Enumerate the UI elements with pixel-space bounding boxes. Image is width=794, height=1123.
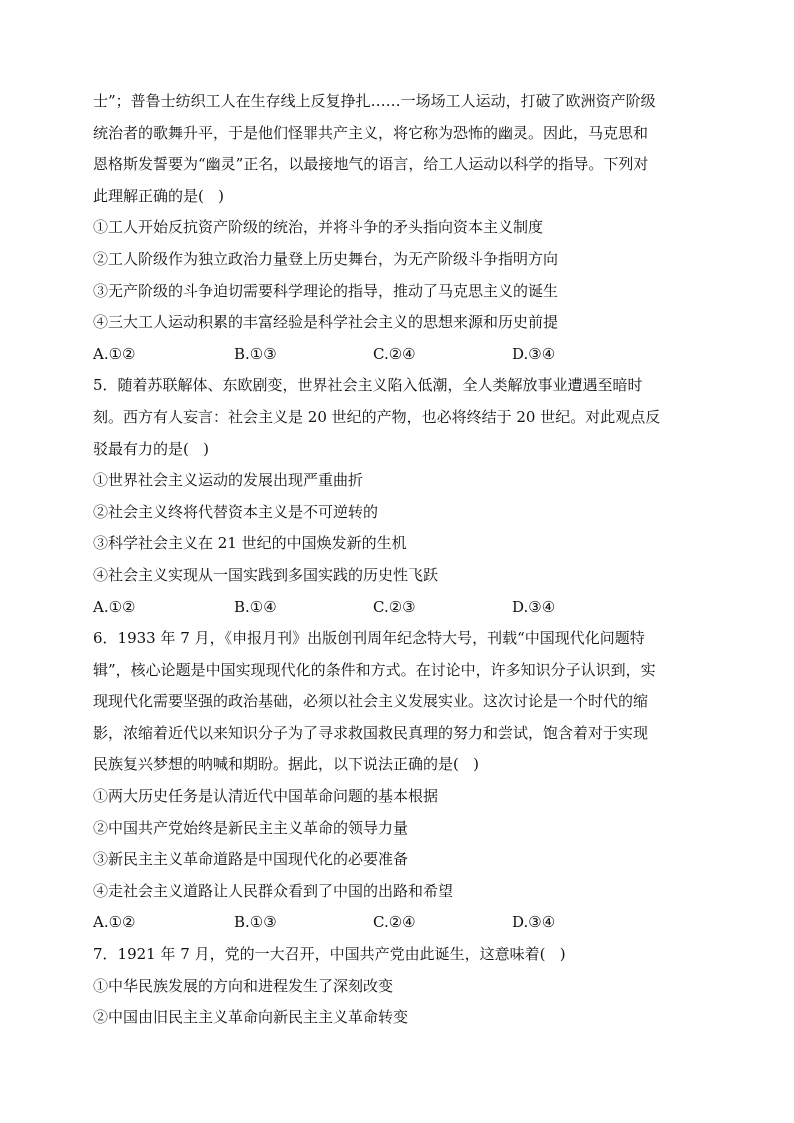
question-5-option-b: B.①④ [234,597,277,616]
question-5-option-d: D.③④ [512,597,556,616]
question-6-stem-line: 现现代化需要坚强的政治基础，必须以社会主义发展实业。这次讨论是一个时代的缩 [93,692,649,711]
question-4-statement-2: ②工人阶级作为独立政治力量登上历史舞台，为无产阶级斗争指明方向 [93,249,559,268]
question-4-option-b: B.①③ [234,344,277,363]
question-4-statement-1: ①工人开始反抗资产阶级的统治，并将斗争的矛头指向资本主义制度 [93,218,544,237]
question-5-statement-3: ③科学社会主义在 21 世纪的中国焕发新的生机 [93,534,407,553]
question-6-option-d: D.③④ [512,913,556,932]
question-6-statement-2: ②中国共产党始终是新民主主义革命的领导力量 [93,818,409,837]
question-5 [93,375,705,628]
question-4 [93,91,705,375]
question-4-option-a: A.①② [93,344,136,363]
question-4-options [93,344,705,376]
question-4-stem-line: 士”；普鲁士纺织工人在生存线上反复挣扎……一场场工人运动，打破了欧洲资产阶级 [93,92,656,110]
question-7-stem-line: 7．1921 年 7 月，党的一大召开，中国共产党由此诞生，这意味着( ) [93,945,566,964]
question-4-stem-line: 恩格斯发誓要为“幽灵”正名，以最接地气的语言，给工人运动以科学的指导。下列对 [93,155,649,174]
question-6-stem-line: 辑”，核心论题是中国实现现代化的条件和方式。在讨论中，许多知识分子认识到，实 [93,660,656,679]
question-7-statement-2: ②中国由旧民主主义革命向新民主主义革命转变 [93,1008,409,1027]
question-4-option-c: C.②④ [373,344,416,363]
question-6-option-c: C.②④ [373,913,416,932]
question-5-option-a: A.①② [93,597,136,616]
question-5-statement-2: ②社会主义终将代替资本主义是不可逆转的 [93,502,379,521]
question-4-stem-line: 统治者的歌舞升平，于是他们怪罪共产主义，将它称为恐怖的幽灵。因此，马克思和 [93,123,649,142]
question-6-option-a: A.①② [93,913,136,932]
question-6 [93,628,705,944]
question-6-stem-line: 6．1933 年 7 月，《申报月刊》出版创刊周年纪念特大号，刊载“中国现代化问题特 [93,629,645,648]
question-6-stem-line: 民族复兴梦想的呐喊和期盼。据此，以下说法正确的是( ) [93,755,480,774]
question-7 [93,944,705,1039]
question-6-statement-4: ④走社会主义道路让人民群众看到了中国的出路和希望 [93,881,454,900]
question-6-options [93,912,705,944]
document-body [93,91,705,1039]
question-5-options [93,597,705,629]
question-6-option-b: B.①③ [234,913,277,932]
question-5-stem-line: 5．随着苏联解体、东欧剧变，世界社会主义陷入低潮，全人类解放事业遭遇至暗时 [93,376,643,395]
question-4-statement-3: ③无产阶级的斗争迫切需要科学理论的指导，推动了马克思主义的诞生 [93,281,559,300]
question-7-statement-1: ①中华民族发展的方向和进程发生了深刻改变 [93,976,394,995]
question-6-statement-1: ①两大历史任务是认清近代中国革命问题的基本根据 [93,787,439,806]
question-5-stem-line: 驳最有力的是( ) [93,439,210,458]
question-5-statement-4: ④社会主义实现从一国实践到多国实践的历史性飞跃 [93,565,439,584]
question-5-statement-1: ①世界社会主义运动的发展出现严重曲折 [93,471,364,490]
question-4-option-d: D.③④ [512,344,556,363]
question-6-statement-3: ③新民主主义革命道路是中国现代化的必要准备 [93,850,409,869]
question-4-stem-line: 此理解正确的是( ) [93,186,225,205]
question-6-stem-line: 影，浓缩着近代以来知识分子为了寻求救国救民真理的努力和尝试，饱含着对于实现 [93,723,649,742]
question-4-statement-4: ④三大工人运动积累的丰富经验是科学社会主义的思想来源和历史前提 [93,313,559,332]
question-5-option-c: C.②③ [373,597,416,616]
question-5-stem-line: 刻。西方有人妄言：社会主义是 20 世纪的产物，也必将终结于 20 世纪。对此观点反 [93,407,661,426]
